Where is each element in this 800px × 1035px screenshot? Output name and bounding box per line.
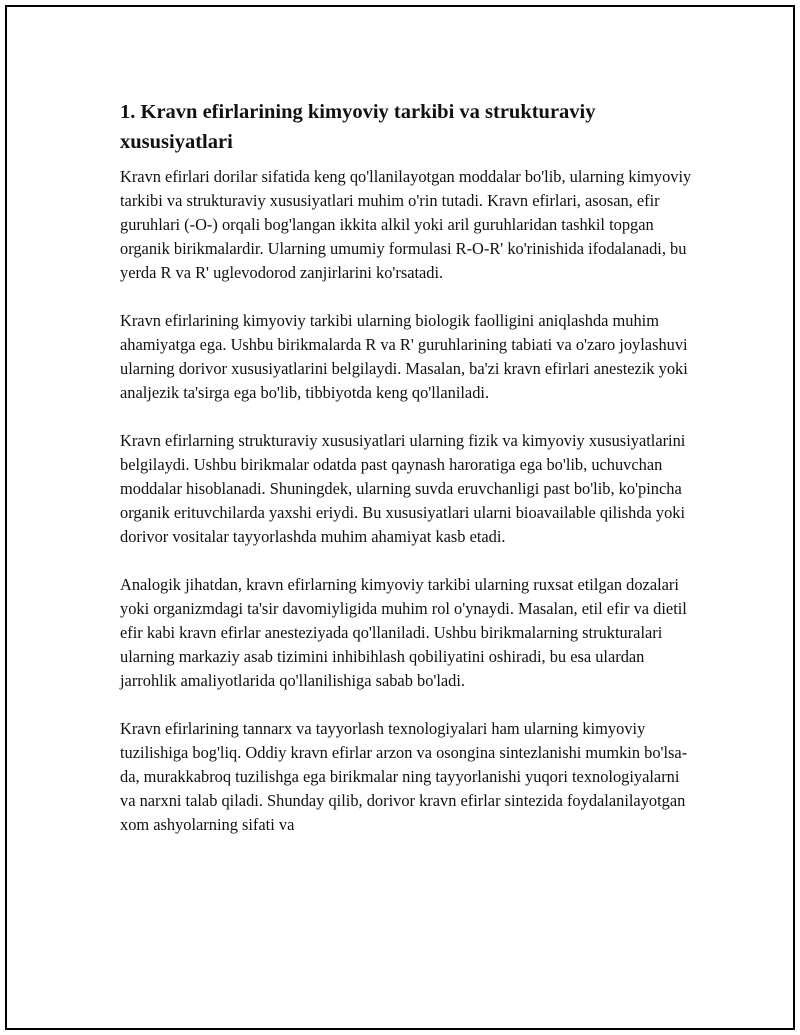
paragraph-2: Kravn efirlarining kimyoviy tarkibi ularning biologik faolligini aniqlashda muhim ahamiyatga ega. Ushbu birikmalarda R va R' guruhlarining tabiati va o'zaro joylashuvi ularning dorivor xususiyatlarini belgilaydi. Masalan, ba'zi kravn efirlari anestezik yoki analjezik ta'sirga ega bo'lib, tibbiyotda keng qo'llaniladi. <box>120 311 688 402</box>
paragraph-1: Kravn efirlari dorilar sifatida keng qo'llanilayotgan moddalar bo'lib, ularning kimyoviy tarkibi va strukturaviy xususiyatlari muhim o'rin tutadi. Kravn efirlari, asosan, efir guruhlari (-O-) orqali bog'langan ikkita alkil yoki aril guruhlaridan tashkil topgan organik birikmalardir. Ularning umumiy formulasi R-O-R' ko'rinishida ifodalanadi, bu yerda R va R' uglevodorod zanjirlarini ko'rsatadi. <box>120 167 692 282</box>
document-body <box>120 97 695 861</box>
paragraph-5: Kravn efirlarining tannarx va tayyorlash texnologiyalari ham ularning kimyoviy tuzilishiga bog'liq. Oddiy kravn efirlar arzon va osongina sintezlanishi mumkin bo'lsa-da, murakkabroq tuzilishga ega birikmalar ning tayyorlanishi yuqori texnologiyalarni va narxni talab qiladi. Shunday qilib, dorivor kravn efirlar sintezida foydalanilayotgan xom ashyolarning sifati va <box>120 719 688 834</box>
paragraph-3: Kravn efirlarning strukturaviy xususiyatlari ularning fizik va kimyoviy xususiyatlarini belgilaydi. Ushbu birikmalar odatda past qaynash haroratiga ega bo'lib, uchuvchan moddalar hisoblanadi. Shuningdek, ularning suvda eruvchanligi past bo'lib, ko'pincha organik erituvchilarda yaxshi eriydi. Bu xususiyatlari ularni bioavailable qilishda yoki dorivor vositalar tayyorlashda muhim ahamiyat kasb etadi. <box>120 431 686 546</box>
paragraph-4: Analogik jihatdan, kravn efirlarning kimyoviy tarkibi ularning ruxsat etilgan dozalari yoki organizmdagi ta'sir davomiyligida muhim rol o'ynaydi. Masalan, etil efir va dietil efir kabi kravn efirlar anesteziyada qo'llaniladi. Ushbu birikmalarning strukturalari ularning markaziy asab tizimini inhibihlash qobiliyatini oshiradi, bu esa ulardan jarrohlik amaliyotlarida qo'llanilishiga sabab bo'ladi. <box>120 575 687 690</box>
document-page <box>5 5 795 1030</box>
section-title: 1. Kravn efirlarining kimyoviy tarkibi va strukturaviy xususiyatlari <box>120 101 596 153</box>
